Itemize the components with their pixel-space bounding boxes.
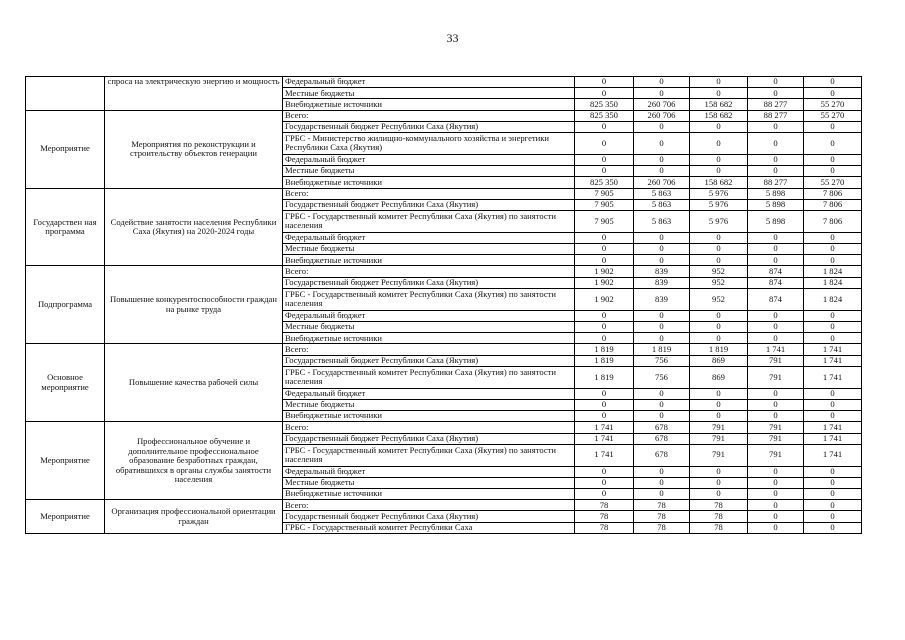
value-cell: 0 [575, 244, 634, 255]
value-cell: 1 741 [804, 422, 862, 433]
value-cell: 0 [634, 310, 690, 321]
row-type-cell: Мероприятие [26, 500, 105, 534]
table-body [26, 77, 862, 534]
value-cell: 791 [690, 433, 748, 444]
value-cell: 0 [634, 333, 690, 344]
value-cell: 55 270 [804, 110, 862, 121]
value-cell: 0 [634, 255, 690, 266]
funding-source-cell: Всего: [283, 422, 575, 433]
value-cell: 0 [575, 121, 634, 132]
value-cell: 0 [804, 244, 862, 255]
budget-table [25, 76, 862, 534]
value-cell: 0 [575, 466, 634, 477]
value-cell: 0 [634, 154, 690, 165]
value-cell: 5 863 [634, 199, 690, 210]
value-cell: 0 [634, 388, 690, 399]
value-cell: 7 806 [804, 188, 862, 199]
funding-source-cell: Федеральный бюджет [283, 388, 575, 399]
funding-source-cell: Внебюджетные источники [283, 333, 575, 344]
value-cell: 678 [634, 422, 690, 433]
table-row [26, 77, 862, 88]
value-cell: 0 [748, 489, 804, 500]
funding-source-cell: Внебюджетные источники [283, 255, 575, 266]
value-cell: 756 [634, 355, 690, 366]
value-cell: 260 706 [634, 99, 690, 110]
value-cell: 678 [634, 444, 690, 466]
value-cell: 78 [690, 511, 748, 522]
funding-source-cell: Всего: [283, 110, 575, 121]
value-cell: 0 [690, 132, 748, 154]
value-cell: 78 [634, 522, 690, 533]
value-cell: 0 [748, 310, 804, 321]
row-type-cell: Подпрограмма [26, 266, 105, 344]
funding-source-cell: Внебюджетные источники [283, 99, 575, 110]
value-cell: 0 [748, 154, 804, 165]
funding-source-cell: Государственный бюджет Республики Саха (Якутия) [283, 511, 575, 522]
value-cell: 0 [575, 489, 634, 500]
funding-source-cell: ГРБС - Государственный комитет Республики Саха (Якутия) по занятости населения [283, 366, 575, 388]
value-cell: 0 [575, 77, 634, 88]
row-type-cell: Мероприятие [26, 422, 105, 500]
value-cell: 78 [690, 522, 748, 533]
page-number: 33 [446, 31, 459, 45]
value-cell: 0 [690, 154, 748, 165]
value-cell: 1 741 [575, 444, 634, 466]
table-row [26, 110, 862, 121]
value-cell: 791 [748, 444, 804, 466]
row-name-cell: спроса на электрическую энергию и мощность [105, 77, 283, 111]
value-cell: 0 [690, 399, 748, 410]
value-cell: 7 806 [804, 210, 862, 232]
value-cell: 1 741 [804, 444, 862, 466]
value-cell: 0 [575, 388, 634, 399]
value-cell: 0 [804, 77, 862, 88]
value-cell: 0 [804, 132, 862, 154]
row-name-cell: Повышение конкурентоспособности граждан на рынке труда [105, 266, 283, 344]
value-cell: 0 [748, 399, 804, 410]
value-cell: 1 741 [575, 433, 634, 444]
value-cell: 1 741 [748, 344, 804, 355]
value-cell: 0 [575, 477, 634, 488]
funding-source-cell: Внебюджетные источники [283, 177, 575, 188]
value-cell: 0 [804, 466, 862, 477]
value-cell: 7 806 [804, 199, 862, 210]
value-cell: 0 [804, 232, 862, 243]
funding-source-cell: Государственный бюджет Республики Саха (Якутия) [283, 355, 575, 366]
value-cell: 0 [690, 388, 748, 399]
row-name-cell: Профессиональное обучение и дополнительное профессиональное образование безработных граждан, обратившихся в органы службы занятости населения [105, 422, 283, 500]
value-cell: 88 277 [748, 110, 804, 121]
funding-source-cell: Местные бюджеты [283, 477, 575, 488]
value-cell: 0 [575, 255, 634, 266]
value-cell: 1 902 [575, 288, 634, 310]
value-cell: 158 682 [690, 110, 748, 121]
value-cell: 678 [634, 433, 690, 444]
value-cell: 78 [634, 511, 690, 522]
funding-source-cell: Всего: [283, 188, 575, 199]
value-cell: 0 [634, 232, 690, 243]
value-cell: 0 [690, 477, 748, 488]
value-cell: 0 [575, 232, 634, 243]
value-cell: 0 [690, 244, 748, 255]
value-cell: 791 [748, 433, 804, 444]
value-cell: 0 [690, 466, 748, 477]
value-cell: 1 824 [804, 266, 862, 277]
table-row [26, 422, 862, 433]
value-cell: 0 [690, 322, 748, 333]
funding-source-cell: Внебюджетные источники [283, 489, 575, 500]
value-cell: 78 [634, 500, 690, 511]
table-row [26, 266, 862, 277]
value-cell: 0 [804, 489, 862, 500]
value-cell: 5 976 [690, 199, 748, 210]
value-cell: 1 741 [804, 355, 862, 366]
value-cell: 0 [804, 322, 862, 333]
value-cell: 0 [748, 121, 804, 132]
value-cell: 0 [634, 477, 690, 488]
funding-source-cell: Местные бюджеты [283, 88, 575, 99]
value-cell: 874 [748, 277, 804, 288]
value-cell: 0 [804, 399, 862, 410]
value-cell: 7 905 [575, 199, 634, 210]
funding-source-cell: Государственный бюджет Республики Саха (Якутия) [283, 199, 575, 210]
funding-source-cell: Местные бюджеты [283, 322, 575, 333]
table-row [26, 500, 862, 511]
value-cell: 0 [748, 411, 804, 422]
value-cell: 0 [575, 88, 634, 99]
value-cell: 158 682 [690, 99, 748, 110]
value-cell: 0 [748, 388, 804, 399]
value-cell: 791 [748, 422, 804, 433]
value-cell: 5 863 [634, 210, 690, 232]
value-cell: 0 [804, 500, 862, 511]
value-cell: 0 [804, 477, 862, 488]
value-cell: 0 [575, 154, 634, 165]
value-cell: 88 277 [748, 177, 804, 188]
value-cell: 0 [804, 333, 862, 344]
funding-source-cell: Федеральный бюджет [283, 77, 575, 88]
value-cell: 791 [748, 366, 804, 388]
value-cell: 55 270 [804, 99, 862, 110]
value-cell: 791 [690, 444, 748, 466]
funding-source-cell: ГРБС - Государственный комитет Республики Саха (Якутия) по занятости населения [283, 444, 575, 466]
value-cell: 7 905 [575, 188, 634, 199]
value-cell: 7 905 [575, 210, 634, 232]
value-cell: 260 706 [634, 177, 690, 188]
value-cell: 1 902 [575, 277, 634, 288]
value-cell: 0 [690, 166, 748, 177]
funding-source-cell: Местные бюджеты [283, 399, 575, 410]
value-cell: 0 [634, 489, 690, 500]
value-cell: 158 682 [690, 177, 748, 188]
value-cell: 0 [748, 132, 804, 154]
funding-source-cell: Всего: [283, 500, 575, 511]
value-cell: 0 [748, 333, 804, 344]
value-cell: 78 [575, 511, 634, 522]
value-cell: 0 [748, 511, 804, 522]
funding-source-cell: Всего: [283, 266, 575, 277]
funding-source-cell: ГРБС - Государственный комитет Республики Саха (Якутия) по занятости населения [283, 210, 575, 232]
value-cell: 0 [690, 310, 748, 321]
funding-source-cell: Местные бюджеты [283, 166, 575, 177]
funding-source-cell: Государственный бюджет Республики Саха (Якутия) [283, 277, 575, 288]
value-cell: 756 [634, 366, 690, 388]
value-cell: 0 [748, 500, 804, 511]
value-cell: 1 824 [804, 288, 862, 310]
value-cell: 0 [748, 255, 804, 266]
value-cell: 78 [575, 522, 634, 533]
value-cell: 0 [690, 411, 748, 422]
value-cell: 0 [690, 121, 748, 132]
value-cell: 5 898 [748, 199, 804, 210]
value-cell: 874 [748, 266, 804, 277]
value-cell: 952 [690, 277, 748, 288]
value-cell: 5 863 [634, 188, 690, 199]
value-cell: 1 819 [690, 344, 748, 355]
value-cell: 0 [748, 477, 804, 488]
row-type-cell: Основное мероприятие [26, 344, 105, 422]
row-type-cell: Государствен ная программа [26, 188, 105, 266]
value-cell: 0 [748, 244, 804, 255]
value-cell: 0 [575, 310, 634, 321]
value-cell: 0 [575, 322, 634, 333]
value-cell: 0 [804, 522, 862, 533]
value-cell: 0 [804, 154, 862, 165]
value-cell: 0 [634, 322, 690, 333]
value-cell: 0 [748, 77, 804, 88]
value-cell: 1 902 [575, 266, 634, 277]
value-cell: 0 [690, 88, 748, 99]
value-cell: 0 [634, 166, 690, 177]
value-cell: 0 [634, 244, 690, 255]
value-cell: 5 976 [690, 210, 748, 232]
value-cell: 825 350 [575, 99, 634, 110]
funding-source-cell: Федеральный бюджет [283, 154, 575, 165]
value-cell: 0 [804, 411, 862, 422]
value-cell: 825 350 [575, 110, 634, 121]
value-cell: 1 741 [804, 366, 862, 388]
value-cell: 839 [634, 266, 690, 277]
funding-source-cell: ГРБС - Министерство жилищно-коммунального хозяйства и энергетики Республики Саха (Якутия) [283, 132, 575, 154]
value-cell: 78 [575, 500, 634, 511]
value-cell: 0 [804, 388, 862, 399]
value-cell: 0 [634, 466, 690, 477]
value-cell: 0 [804, 255, 862, 266]
funding-source-cell: ГРБС - Государственный комитет Республики Саха [283, 522, 575, 533]
funding-source-cell: Федеральный бюджет [283, 466, 575, 477]
value-cell: 952 [690, 266, 748, 277]
funding-source-cell: Государственный бюджет Республики Саха (Якутия) [283, 433, 575, 444]
value-cell: 0 [690, 232, 748, 243]
value-cell: 78 [690, 500, 748, 511]
value-cell: 55 270 [804, 177, 862, 188]
value-cell: 0 [634, 411, 690, 422]
value-cell: 0 [748, 88, 804, 99]
funding-source-cell: Государственный бюджет Республики Саха (Якутия) [283, 121, 575, 132]
value-cell: 0 [804, 511, 862, 522]
value-cell: 0 [690, 333, 748, 344]
value-cell: 1 824 [804, 277, 862, 288]
funding-source-cell: Всего: [283, 344, 575, 355]
value-cell: 839 [634, 277, 690, 288]
value-cell: 5 898 [748, 188, 804, 199]
value-cell: 0 [690, 489, 748, 500]
value-cell: 1 819 [634, 344, 690, 355]
value-cell: 869 [690, 355, 748, 366]
value-cell: 0 [748, 322, 804, 333]
value-cell: 952 [690, 288, 748, 310]
value-cell: 0 [634, 121, 690, 132]
value-cell: 0 [804, 166, 862, 177]
value-cell: 260 706 [634, 110, 690, 121]
funding-source-cell: ГРБС - Государственный комитет Республики Саха (Якутия) по занятости населения [283, 288, 575, 310]
value-cell: 0 [575, 132, 634, 154]
value-cell: 869 [690, 366, 748, 388]
value-cell: 874 [748, 288, 804, 310]
value-cell: 5 898 [748, 210, 804, 232]
value-cell: 791 [748, 355, 804, 366]
table-row [26, 188, 862, 199]
value-cell: 0 [748, 166, 804, 177]
funding-source-cell: Внебюджетные источники [283, 411, 575, 422]
value-cell: 0 [634, 399, 690, 410]
row-type-cell: Мероприятие [26, 110, 105, 188]
value-cell: 0 [748, 232, 804, 243]
row-name-cell: Организация профессиональной ориентации граждан [105, 500, 283, 534]
value-cell: 0 [575, 399, 634, 410]
value-cell: 0 [690, 77, 748, 88]
row-name-cell: Повышение качества рабочей силы [105, 344, 283, 422]
value-cell: 88 277 [748, 99, 804, 110]
value-cell: 1 819 [575, 344, 634, 355]
value-cell: 0 [804, 310, 862, 321]
row-name-cell: Мероприятия по реконструкции и строительству объектов генерации [105, 110, 283, 188]
funding-source-cell: Федеральный бюджет [283, 232, 575, 243]
funding-source-cell: Местные бюджеты [283, 244, 575, 255]
value-cell: 1 741 [804, 344, 862, 355]
value-cell: 5 976 [690, 188, 748, 199]
value-cell: 0 [690, 255, 748, 266]
value-cell: 1 741 [804, 433, 862, 444]
value-cell: 825 350 [575, 177, 634, 188]
value-cell: 1 819 [575, 355, 634, 366]
row-name-cell: Содействие занятости населения Республики Саха (Якутия) на 2020-2024 годы [105, 188, 283, 266]
funding-source-cell: Федеральный бюджет [283, 310, 575, 321]
value-cell: 0 [575, 166, 634, 177]
value-cell: 791 [690, 422, 748, 433]
row-type-cell [26, 77, 105, 111]
value-cell: 0 [634, 77, 690, 88]
table-row [26, 344, 862, 355]
value-cell: 0 [748, 466, 804, 477]
value-cell: 0 [634, 88, 690, 99]
value-cell: 0 [575, 333, 634, 344]
value-cell: 1 819 [575, 366, 634, 388]
value-cell: 0 [804, 121, 862, 132]
value-cell: 839 [634, 288, 690, 310]
value-cell: 0 [804, 88, 862, 99]
value-cell: 0 [748, 522, 804, 533]
value-cell: 1 741 [575, 422, 634, 433]
value-cell: 0 [634, 132, 690, 154]
value-cell: 0 [575, 411, 634, 422]
